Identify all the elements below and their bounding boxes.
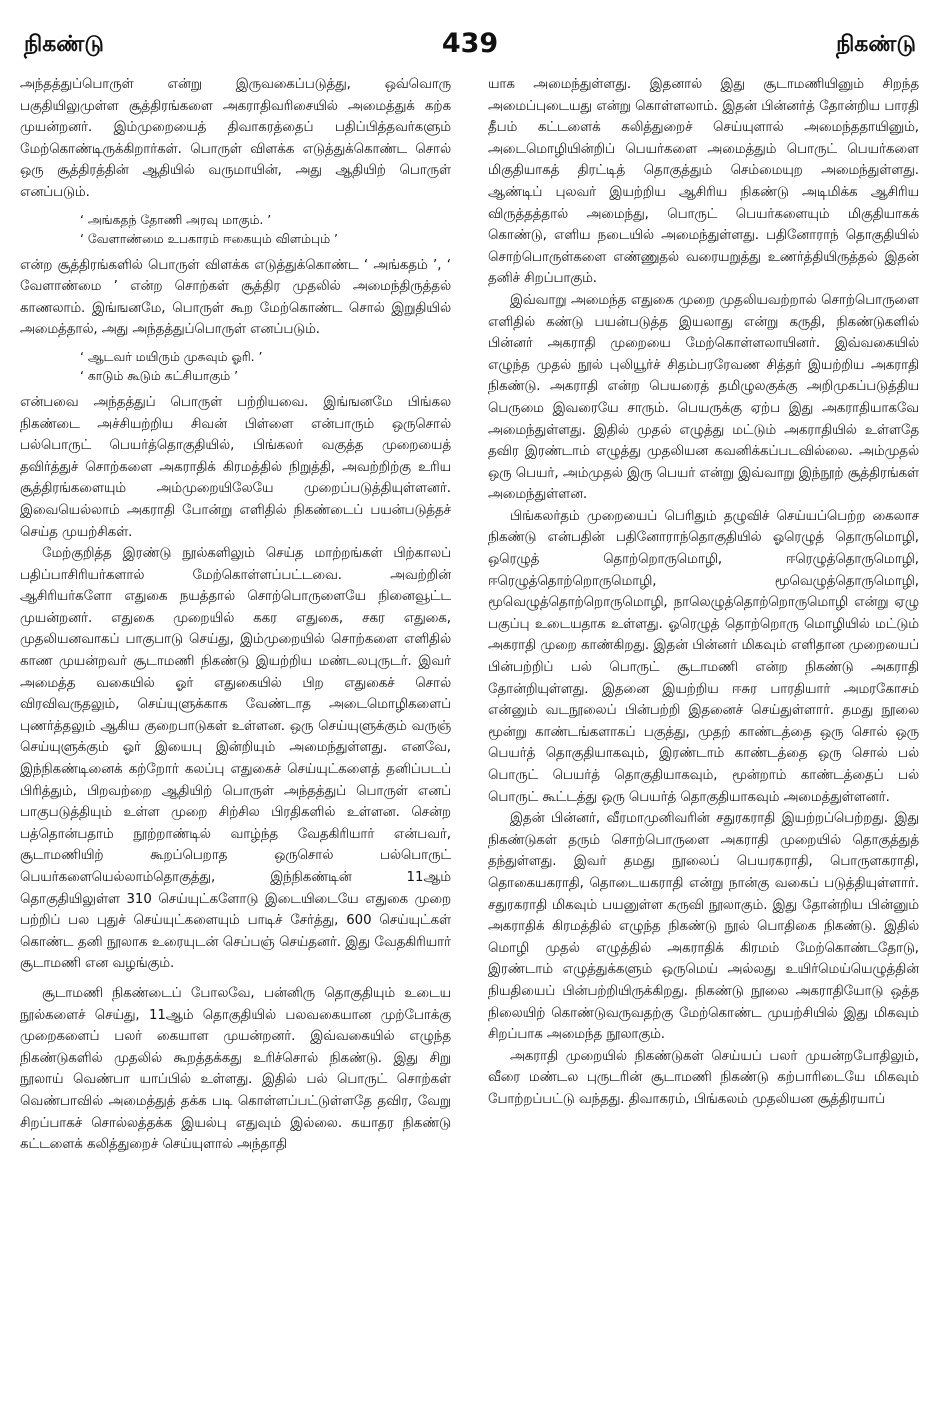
page-header (24, 28, 916, 68)
quote-line: ‘ காடும் கூடும் கட்சியாகும் ’ (80, 368, 239, 384)
paragraph: பிங்கலர்தம் முறையைப் பெரிதும் தழுவிச் செய்யப்பெற்ற கைலாச நிகண்டு என்பதின் பதினோராந்தொகுதியில் ஓரெழுத் தொருமொழி, ஒரெழுத் தொற்றொருமொழி, ஈரெழுத்தொருமொழி, ஈரெழுத்தொற்றொருமொழி, மூவெழுத்தொருமொழி, மூவெழுத்தொற்றொருமொழி, நாலெழுத்தொற்றொருமொழி என்று ஏழு பகுப்பு உடையதாக உள்ளது. ஓரெழுத் தொற்றொரு மொழியில் மட்டும் அகராதி முறை காண்கிறது. இதன் பின்னர் மிகவும் எளிதான முறையைப் பின்பற்றிப் பல் பொருட் சூடாமணி என்ற நிகண்டு அகராதி தோன்றியுள்ளது. இதனை இயற்றிய ஈசுர பாரதியார் அமரகோசம் என்னும் வடநூலைப் பின்பற்றி இதனைச் செய்துள்ளார். தமது நூலை மூன்று காண்டங்களாகப் பகுத்து, முதற் காண்டத்தை ஒரு சொல் ஒரு பெயர்த் தொகுதியாகவும், இரண்டாம் காண்டத்தை ஒரு சொல் பல் பொருட் பெயர்த் தொகுதியாகவும், மூன்றாம் காண்டத்தைப் பல் பொருட் கூட்டத்து ஒரு பெயர்த் தொகுதியாகவும் அமைத்துள்ளனர். (488, 508, 919, 805)
paragraph: இதன் பின்னர், வீரமாமுனிவரின் சதுரகராதி இயற்றப்பெற்றது. இது நிகண்டுகள் தரும் சொற்பொருளை அகராதி முறையில் தொகுத்துத் தந்துள்ளது. இவர் தமது நூலைப் பெயரகராதி, பொருளகராதி, தொகையகராதி, தொடையகராதி என்று நான்கு வகைப் படுத்தியுள்ளார். சதுரகராதி மிகவும் பயனுள்ள கருவி நூலாகும். இது தோன்றிய பின்னும் அகராதிக் கிரமத்தில் எழுந்த நிகண்டு நூல் பொதிகை நிகண்டு. இதில் மொழி முதல் எழுத்தில் அகராதிக் கிரமம் மேற்கொண்டதோடு, இரண்டாம் எழுத்துக்களும் ஒருமெய் அல்லது உயிர்மெய்யெழுத்தின் நியதியைப் பின்பற்றியிருக்கிறது. நிகண்டு நூலை அகராதியோடு ஒத்த நிலையிற் கொண்டுவருவதற்கு மேற்கொண்ட முயற்சியில் இது மிகவும் சிறப்பாக அமைந்த நூலாகும். (488, 811, 919, 1043)
paragraph: யாக அமைந்துள்ளது. இதனால் இது சூடாமணியினும் சிறந்த அமைப்புடையது என்று கொள்ளலாம். இதன் பின்னர்த் தோன்றிய பாரதி தீபம் கட்டளைக் கலித்துறைச் செய்யுளால் அமைந்ததாயினும், அடைமொழியின்றிப் பெயர்களை அமைத்தும் பொருட் பெயர்களை மிகுதியாகத் திரட்டித் தொகுத்தும் செம்மையுற அமைந்துள்ளது. ஆண்டிப் புலவர் இயற்றிய ஆசிரிய நிகண்டு அடிமிக்க ஆசிரிய விருத்தத்தால் அமைந்து, பொருட் பெயர்களையும் மிகுதியாகக் கொண்டு, எளிய நடையில் அமைந்துள்ளது. பதினோராந் தொகுதியில் சொற்பொருள்களை எண்ணுதல் வரையறுத்து உணர்த்தியிருத்தல் இதன் தனிச் சிறப்பாகும். (488, 77, 919, 287)
page-number: 439 (441, 28, 499, 59)
quote-line: ‘ அங்கதந் தோணி அரவு மாகும். ’ (80, 211, 272, 227)
right-column (488, 74, 919, 1414)
left-column (20, 74, 451, 1414)
paragraph: இவ்வாறு அமைந்த எதுகை முறை முதலியவற்றால் சொற்பொருளை எளிதில் கண்டு பயன்படுத்த இயலாது என்று கருதி, நிகண்டுகளில் பின்னர் அகராதி முறையை மேற்கொள்ளலாயினர். இவ்வகையில் எழுந்த முதல் நூல் புலியூர்ச் சிதம்பரரேவண சித்தர் இயற்றிய அகராதி நிகண்டு. அகராதி என்ற பெயரைத் தமிழுலகுக்கு அறிமுகப்படுத்திய பெருமை இவரையே சாரும். பெயருக்கு ஏற்ப இது அகராதியாகவே அமைந்துள்ளது. இதில் முதல் எழுத்து மட்டும் அகராதியில் உள்ளதே தவிர இரண்டாம் எழுத்து முதலியன கவனிக்கப்படவில்லை. அம்முதல் ஒரு பெயர், அம்முதல் இரு பெயர் என்று இவ்வாறு இந்நூற் சூத்திரங்கள் அமைந்துள்ளன. (488, 292, 919, 503)
quoted-sutra (80, 210, 451, 249)
paragraph: மேற்குறித்த இரண்டு நூல்களிலும் செய்த மாற்றங்கள் பிற்காலப் பதிப்பாசிரியர்களால் மேற்கொள்ளப்பட்டவை. அவற்றின் ஆசிரியர்களோ எதுகை நயத்தால் சொற்பொருளையே நினைவூட்ட முயன்றனர். எதுகை முறையில் ககர எதுகை, சகர எதுகை, முதலியனவாகப் பாகுபாடு செய்து, இம்முறையில் சொற்களை எளிதில் காண முயன்றவர் சூடாமணி நிகண்டு இயற்றிய மண்டலபுருடர். இவர் அமைத்த வகையில் ஓர் எதுகையில் பிற எதுகைச் சொல் விரவிவருதலும், செய்யுளுக்காக வேண்டாத அடைமொழிகளைப் புணர்த்தலும் ஆகிய குறைபாடுகள் உள்ளன. ஒரு செய்யுளுக்கும் வருஞ் செய்யுளுக்கும் ஓர் இயைபு இன்றியும் அமைந்துள்ளது. எனவே, இந்நிகண்டினைக் கற்றோர் கலப்பு எதுகைச் செய்யுட்களைத் தனிப்படப் பிரித்தும், பிறவற்றை ஆதியிற் பொருள் அந்தத்துப் பொருள் எனப் பாகுபடுத்தியும் உள்ள முறை சிற்சில பிரதிகளில் உள்ளன. சென்ற பத்தொன்பதாம் நூற்றாண்டில் வாழ்ந்த வேதகிரியார் என்பவர், சூடாமணியிற் கூறப்பெறாத ஒருசொல் பல்பொருட் பெயர்களையெல்லாம்தொகுத்து, இந்நிகண்டின் 11ஆம் தொகுதியிலுள்ள 310 செய்யுட்களோடு இடையிடையே எதுகை முறை பற்றிப் பல புதுச் செய்யுட்களையும் பாடிச் சேர்த்து, 600 செய்யுட்கள் கொண்ட தனி நூலாக உரையுடன் செப்பஞ் செய்தனர். இது வேதகிரியார் சூடாமணி என வழங்கும். (20, 546, 451, 972)
quoted-sutra (80, 347, 451, 386)
quote-line: ‘ ஆடவர் மயிரும் முசுவும் ஓரி. ’ (80, 348, 263, 364)
running-title-right: நிகண்டு (836, 32, 916, 57)
quote-line: ‘ வேளாண்மை உபகாரம் ஈகையும் விளம்பும் ’ (80, 231, 338, 247)
paragraph: சூடாமணி நிகண்டைப் போலவே, பன்னிரு தொகுதியும் உடைய நூல்களைச் செய்து, 11ஆம் தொகுதியில் பலவகையான முற்போக்கு முறைகளைப் பலர் கையாள முயன்றனர். இவ்வகையில் எழுந்த நிகண்டுகளில் முதலில் கூறத்தக்கது உரிச்சொல் நிகண்டு. இது சிறு நூலாய் வெண்பா யாப்பில் உள்ளது. இதில் பல் பொருட் சொற்கள் வெண்பாவில் அமைத்துத் தக்க படி கொள்ளப்பட்டுள்ளதே தவிர, வேறு சிறப்பாகச் சொல்லத்தக்க இயல்பு எதுவும் இல்லை. கயாதர நிகண்டு கட்டளைக் கலித்துறைச் செய்யுளால் அந்தாதி (20, 985, 451, 1153)
paragraph: என்பவை அந்தத்துப் பொருள் பற்றியவை. இங்ஙனமே பிங்கல நிகண்டை அச்சியற்றிய சிவன் பிள்ளை என்பாரும் ஒருசொல் பல்பொருட் பெயர்த்தொகுதியில், பிங்கலர் வகுத்த முறையைத் தவிர்த்துச் சொற்களை அகராதிக் கிரமத்தில் நிறுத்தி, அவற்றிற்கு உரிய சூத்திரங்களையும் அம்முறையிலேயே முறைப்படுத்தியுள்ளனர். இவையெல்லாம் அகராதி போன்று எளிதில் நிகண்டைப் பயன்படுத்தச் செய்த முயற்சிகள். (20, 394, 451, 540)
paragraph: என்ற சூத்திரங்களில் பொருள் விளக்க எடுத்துக்கொண்ட ‘ அங்கதம் ’, ‘ வேளாண்மை ’ என்ற சொற்கள் சூத்திர முதலில் அமைந்திருத்தல் காணலாம். இங்ஙனமே, பொருள் கூற மேற்கொண்ட சொல் இறுதியில் அமைத்தால், அது அந்தத்துப்பொருள் எனப்படும். (20, 257, 451, 338)
running-title-left: நிகண்டு (24, 32, 104, 57)
paragraph: அந்தத்துப்பொருள் என்று இருவகைப்படுத்து, ஒவ்வொரு பகுதியிலுமுள்ள சூத்திரங்களை அகராதிவரிசையில் அமைத்துக் கற்க முயன்றனர். இம்முறையைத் திவாகரத்தைப் பதிப்பித்தவர்களும் மேற்கொண்டிருக்கிறார்கள். பொருள் விளக்க எடுத்துக்கொண்ட சொல் ஒரு சூத்திரத்தின் ஆதியில் வருமாயின், அது ஆதியிற் பொருள் எனப்படும். (20, 77, 451, 200)
paragraph: அகராதி முறையில் நிகண்டுகள் செய்யப் பலர் முயன்றபோதிலும், வீரை மண்டல புருடரின் சூடாமணி நிகண்டு கற்பாரிடையே மிகவும் போற்றப்பட்டு வந்தது. திவாகரம், பிங்கலம் முதலியன சூத்திரயாப் (488, 1048, 919, 1107)
